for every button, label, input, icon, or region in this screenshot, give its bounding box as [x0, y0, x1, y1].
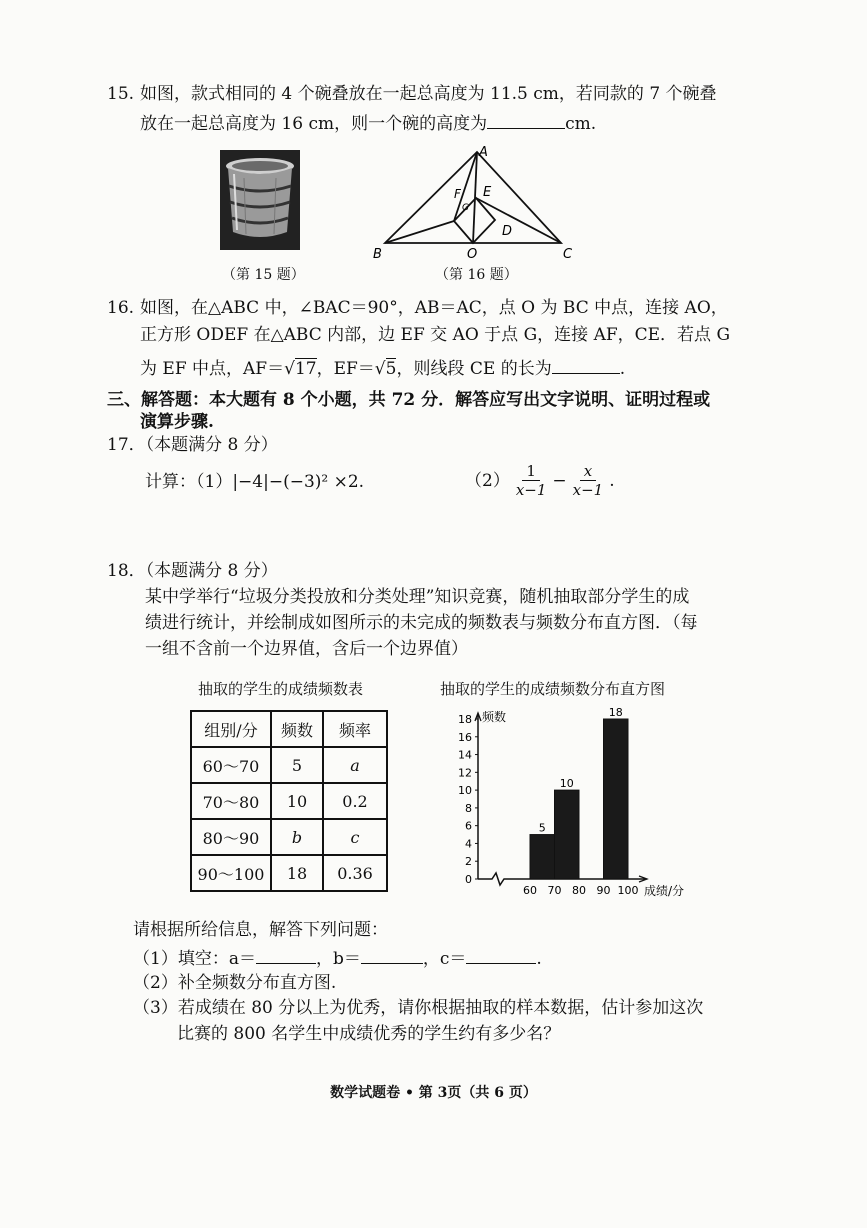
label-D: D	[502, 224, 513, 239]
histogram-bar	[604, 719, 629, 879]
q18-ask: 请根据所给信息，解答下列问题：	[133, 920, 388, 940]
table-cell: b	[271, 819, 323, 855]
table-row	[191, 783, 387, 819]
q15-answer-blank[interactable]	[487, 110, 565, 129]
x-tick-label: 60	[523, 884, 537, 897]
q15-text-line2: 放在一起总高度为 16 cm，则一个碗的高度为 cm.	[140, 110, 596, 136]
figure15-caption: （第 15 题）	[222, 267, 305, 283]
histogram-chart	[440, 700, 700, 905]
y-tick-label: 0	[465, 873, 472, 886]
table-title: 抽取的学生的成绩频数表	[198, 680, 364, 698]
fraction-2: $\frac{x}{x-1}$	[572, 462, 604, 499]
y-axis-label: 频数	[482, 710, 507, 724]
y-tick-label: 8	[465, 801, 472, 815]
frequency-table	[190, 710, 388, 892]
blank-b[interactable]	[361, 945, 423, 964]
table-cell: 0.36	[323, 855, 387, 891]
table-cell: c	[323, 819, 387, 855]
y-tick-label: 14	[458, 748, 472, 762]
q18-paragraph-line1: 某中学举行“垃圾分类投放和分类处理”知识竞赛，随机抽取部分学生的成	[145, 587, 690, 607]
q18-paragraph-line2: 绩进行统计，并绘制成如图所示的未完成的频数表与频数分布直方图．（每	[145, 613, 698, 633]
table-cell: a	[323, 747, 387, 783]
sqrt-symbol: √	[374, 359, 386, 379]
table-header-row	[191, 711, 387, 747]
q18-sub3-line1: （3）若成绩在 80 分以上为优秀，请你根据抽取的样本数据，估计参加这次	[133, 998, 704, 1018]
section3-heading-line1: 三、解答题：本大题有 8 个小题，共 72 分．解答应写出文字说明、证明过程或	[107, 390, 711, 410]
q18-paragraph-line3: 一组不含前一个边界值，含后一个边界值）	[145, 639, 468, 659]
table-cell: 60～70	[191, 747, 271, 783]
y-tick-label: 4	[465, 837, 472, 851]
histogram-bar	[555, 790, 580, 879]
table-cell: 90～100	[191, 855, 271, 891]
table-header-cell: 频数	[271, 711, 323, 747]
label-C: C	[563, 247, 573, 262]
y-tick-label: 2	[465, 855, 472, 869]
table-cell: 10	[271, 783, 323, 819]
stacked-bowls-photo	[220, 150, 300, 250]
x-tick-label: 70	[547, 884, 562, 897]
q16-answer-blank[interactable]	[552, 355, 620, 374]
table-row	[191, 819, 387, 855]
q18-header: 18．（本题满分 8 分）	[107, 561, 278, 581]
bar-value-label: 18	[608, 706, 623, 719]
label-E: E	[483, 185, 492, 200]
y-tick-label: 12	[458, 766, 472, 780]
table-cell: 5	[271, 747, 323, 783]
x-tick-label: 80	[572, 884, 586, 897]
label-A: A	[479, 145, 488, 160]
q16-text-line3: 为 EF 中点，AF＝√17，EF＝√5，则线段 CE 的长为 .	[140, 355, 625, 381]
q16-number: 16.	[107, 298, 135, 318]
y-tick-label: 6	[465, 819, 472, 833]
histogram-title: 抽取的学生的成绩频数分布直方图	[440, 680, 666, 698]
label-F: F	[454, 187, 461, 201]
triangle-figure	[365, 140, 585, 265]
sqrt-symbol: √	[284, 359, 295, 379]
histogram-bar	[530, 835, 555, 879]
table-row	[191, 747, 387, 783]
label-O: O	[467, 247, 478, 262]
table-row	[191, 855, 387, 891]
q16-text-line2: 正方形 ODEF 在△ABC 内部，边 EF 交 AO 于点 G，连接 AF，CE．若点 G	[140, 325, 731, 345]
section3-heading-line2: 演算步骤.	[140, 412, 214, 432]
table-cell: 18	[271, 855, 323, 891]
page-footer: 数学试题卷 • 第 3页（共 6 页）	[330, 1085, 537, 1101]
y-tick-label: 10	[458, 784, 472, 798]
q17-part2: （2） $\frac{1}{x-1}$ − $\frac{x}{x-1}$ .	[465, 462, 615, 499]
table-header-cell: 组别/分	[191, 711, 271, 747]
fraction-1: $\frac{1}{x-1}$	[515, 462, 547, 499]
x-tick-label: 100	[617, 884, 639, 897]
q18-sub2: （2）补全频数分布直方图.	[133, 973, 337, 993]
label-G: G	[462, 203, 469, 213]
table-cell: 80～90	[191, 819, 271, 855]
label-B: B	[373, 247, 382, 262]
bar-value-label: 5	[538, 821, 546, 835]
x-axis-label: 成绩/分	[644, 884, 685, 898]
blank-a[interactable]	[256, 945, 316, 964]
q16-text-line1: 如图，在△ABC 中，∠BAC＝90°，AB＝AC，点 O 为 BC 中点，连接 AO，	[140, 298, 728, 318]
q15-text-line1: 如图，款式相同的 4 个碗叠放在一起总高度为 11.5 cm，若同款的 7 个碗叠	[140, 84, 717, 104]
q18-sub1: （1）填空：a＝ ，b＝ ，c＝ .	[133, 945, 542, 971]
blank-c[interactable]	[466, 945, 536, 964]
bar-value-label: 10	[559, 777, 574, 791]
table-cell: 0.2	[323, 783, 387, 819]
q18-sub3-line2: 比赛的 800 名学生中成绩优秀的学生约有多少名？	[177, 1024, 561, 1044]
y-tick-label: 18	[458, 713, 472, 726]
y-tick-label: 16	[458, 730, 472, 744]
q17-header: 17．（本题满分 8 分）	[107, 435, 278, 455]
table-header-cell: 频率	[323, 711, 387, 747]
q17-part1: 计算：（1）|−4|−(−3)² ×2.	[145, 472, 365, 492]
figure16-caption: （第 16 题）	[435, 267, 518, 283]
table-cell: 70～80	[191, 783, 271, 819]
q15-number: 15.	[107, 84, 135, 104]
x-tick-label: 90	[596, 884, 611, 897]
